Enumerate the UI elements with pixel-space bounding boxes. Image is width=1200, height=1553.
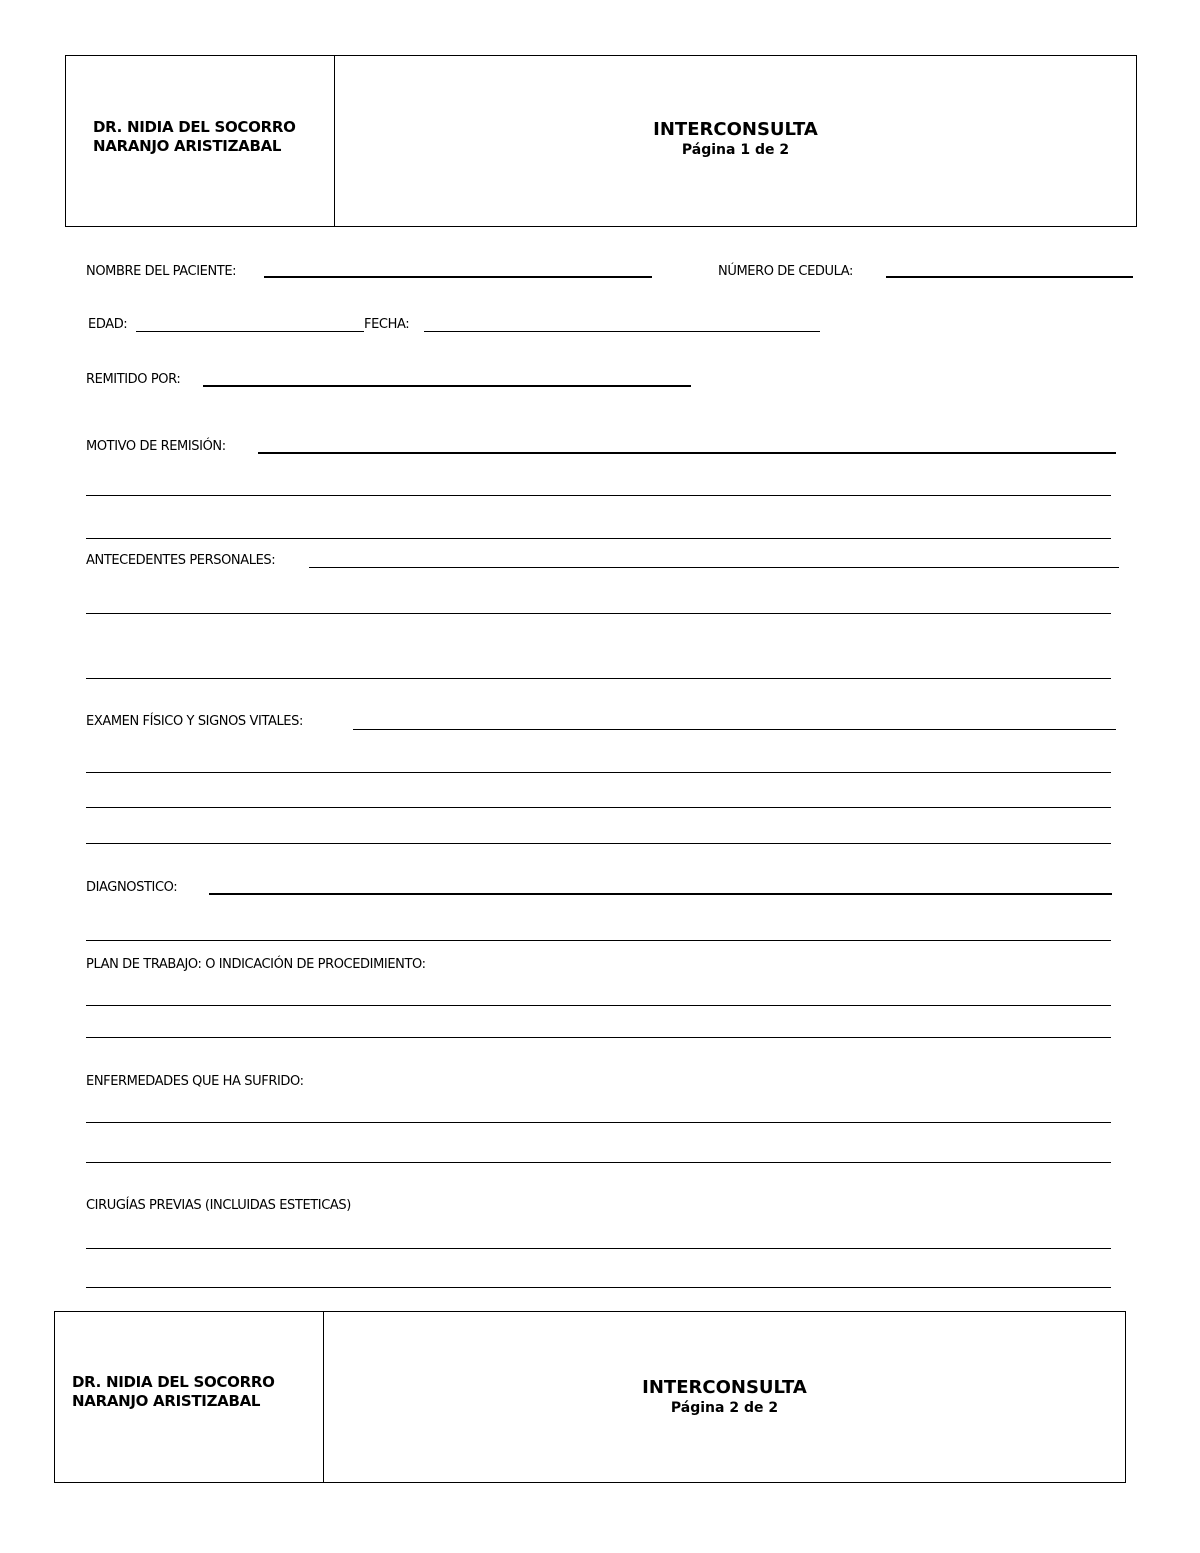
date-label: FECHA: xyxy=(364,317,410,332)
doctor-name-line-2: NARANJO ARISTIZABAL xyxy=(72,1392,261,1410)
doctor-name-cell xyxy=(55,1312,324,1482)
age-label: EDAD: xyxy=(88,317,128,332)
reason-line-3[interactable] xyxy=(86,538,1111,539)
document-title: INTERCONSULTA xyxy=(653,119,818,140)
surgeries-line-1[interactable] xyxy=(86,1248,1111,1249)
illnesses-line-2[interactable] xyxy=(86,1162,1111,1163)
reason-field[interactable] xyxy=(258,452,1116,454)
personal-history-line-3[interactable] xyxy=(86,678,1111,679)
document-title: INTERCONSULTA xyxy=(642,1377,807,1398)
doctor-name-cell xyxy=(66,56,335,226)
doctor-name-line-1: DR. NIDIA DEL SOCORRO xyxy=(72,1373,275,1391)
diagnosis-field[interactable] xyxy=(209,893,1112,895)
date-field[interactable] xyxy=(424,331,820,332)
header-box-page-2 xyxy=(54,1311,1126,1483)
illnesses-line-1[interactable] xyxy=(86,1122,1111,1123)
page-number: Página 1 de 2 xyxy=(681,142,790,158)
physical-exam-field[interactable] xyxy=(353,729,1116,730)
surgeries-line-2[interactable] xyxy=(86,1287,1111,1288)
physical-exam-line-4[interactable] xyxy=(86,843,1111,844)
page-number: Página 2 de 2 xyxy=(670,1400,779,1416)
diagnosis-line-2[interactable] xyxy=(86,940,1111,941)
personal-history-field[interactable] xyxy=(309,567,1119,568)
physical-exam-label: EXAMEN FÍSICO Y SIGNOS VITALES: xyxy=(86,714,303,729)
diagnosis-label: DIAGNOSTICO: xyxy=(86,880,178,895)
physical-exam-line-3[interactable] xyxy=(86,807,1111,808)
header-box-page-1 xyxy=(65,55,1137,227)
reason-label: MOTIVO DE REMISIÓN: xyxy=(86,439,226,454)
referred-by-field[interactable] xyxy=(203,385,691,387)
personal-history-line-2[interactable] xyxy=(86,613,1111,614)
surgeries-label: CIRUGÍAS PREVIAS (INCLUIDAS ESTETICAS) xyxy=(86,1198,351,1213)
id-number-label: NÚMERO DE CEDULA: xyxy=(718,264,854,279)
work-plan-line-1[interactable] xyxy=(86,1005,1111,1006)
patient-name-field[interactable] xyxy=(264,276,652,278)
title-cell xyxy=(335,56,1136,226)
title-cell xyxy=(324,1312,1125,1482)
personal-history-label: ANTECEDENTES PERSONALES: xyxy=(86,553,276,568)
doctor-name-line-1: DR. NIDIA DEL SOCORRO xyxy=(93,118,296,136)
patient-name-label: NOMBRE DEL PACIENTE: xyxy=(86,264,237,279)
id-number-field[interactable] xyxy=(886,276,1133,278)
work-plan-line-2[interactable] xyxy=(86,1037,1111,1038)
work-plan-label: PLAN DE TRABAJO: O INDICACIÓN DE PROCEDIMIENTO: xyxy=(86,957,426,972)
physical-exam-line-2[interactable] xyxy=(86,772,1111,773)
reason-line-2[interactable] xyxy=(86,495,1111,496)
doctor-name-line-2: NARANJO ARISTIZABAL xyxy=(93,137,282,155)
referred-by-label: REMITIDO POR: xyxy=(86,372,181,387)
illnesses-label: ENFERMEDADES QUE HA SUFRIDO: xyxy=(86,1074,304,1089)
age-field[interactable] xyxy=(136,331,364,332)
